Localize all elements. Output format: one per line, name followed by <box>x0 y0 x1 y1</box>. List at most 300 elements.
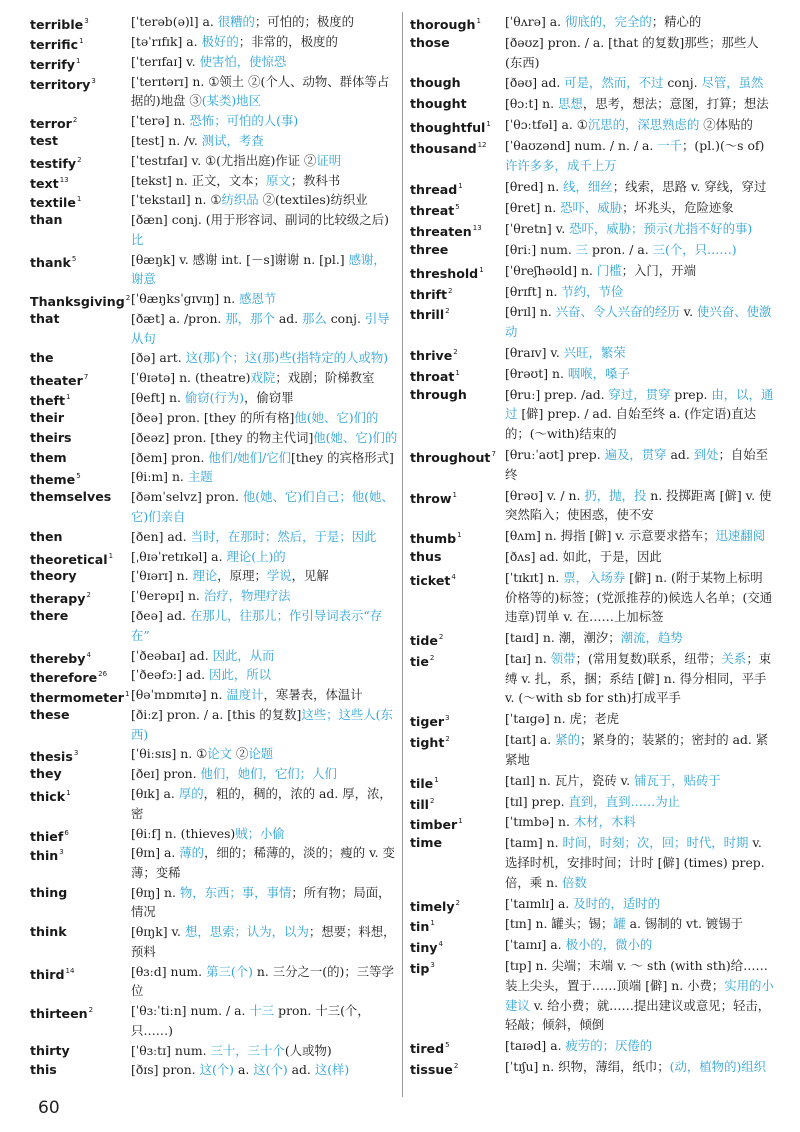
definition-text: [ˈθreʃhəʊld] n. <box>505 262 597 278</box>
dictionary-entry <box>30 824 398 844</box>
headword-text: therefore <box>30 670 98 686</box>
definition-text: [θɪn] a. <box>131 845 180 861</box>
highlighted-meaning: 实用的小建议 <box>505 977 774 1013</box>
highlighted-meaning: 由，以，通过 <box>505 386 774 422</box>
entry-headword <box>30 922 67 942</box>
definition-text: [θriː] num. <box>505 241 576 257</box>
highlighted-meaning: 贼；小偷 <box>235 825 285 841</box>
left-column <box>30 12 398 1080</box>
definition-text: ，思考，想法；意图，打算；想法 <box>582 96 769 112</box>
entry-definition <box>131 566 398 586</box>
entry-definition <box>131 824 398 844</box>
definition-text: [θɜːd] num. <box>131 963 207 979</box>
entry-definition <box>505 445 774 484</box>
entry-headword <box>410 343 458 366</box>
entry-headword <box>30 527 63 547</box>
highlighted-meaning: 沉思的，深思熟虑的 <box>587 117 700 133</box>
dictionary-entry <box>410 649 774 708</box>
definition-text: ；非常的，极度的 <box>238 33 338 49</box>
headword-text: thesis <box>30 749 73 765</box>
headword-text: think <box>30 924 67 940</box>
entry-definition <box>505 364 774 384</box>
dictionary-entry <box>410 1036 774 1056</box>
entry-definition <box>505 914 774 934</box>
frequency-count: 2 <box>445 735 450 744</box>
highlighted-meaning: 紧的 <box>555 732 580 748</box>
headword-text: thrift <box>410 286 448 302</box>
highlighted-meaning: 这些；这些人(东西) <box>131 707 393 742</box>
definition-text: ，粗的，稠的，浓的 ad. 厚，浓，密 <box>131 786 392 821</box>
frequency-count: 2 <box>77 155 82 164</box>
entry-definition <box>131 705 398 744</box>
entry-headword <box>410 33 450 53</box>
entry-headword <box>30 487 111 507</box>
entry-definition <box>131 171 398 191</box>
frequency-count: 2 <box>455 898 460 907</box>
highlighted-meaning: 比 <box>131 231 144 247</box>
headword-text: textile <box>30 195 76 211</box>
highlighted-meaning: 偷窃(行为) <box>184 390 245 406</box>
entry-definition <box>505 198 774 218</box>
headword-text: tired <box>410 1041 445 1057</box>
dictionary-entry <box>30 72 398 111</box>
definition-text: ；(常用复数)联系，纽带； <box>575 650 722 666</box>
entry-headword <box>30 784 71 807</box>
frequency-count: 3 <box>430 961 435 970</box>
entry-headword <box>30 1041 70 1061</box>
headword-text: than <box>30 212 63 228</box>
highlighted-meaning: 他们/她们/它们 <box>208 449 292 465</box>
highlighted-meaning: 遍及，贯穿 <box>604 446 667 462</box>
entry-headword <box>410 547 441 567</box>
definition-text: [ˈθʌrə] a. <box>505 14 565 29</box>
frequency-count: 1 <box>458 817 463 826</box>
headword-text: tiny <box>410 940 438 956</box>
definition-text: ②体贴的 <box>699 117 753 133</box>
definition-text: [ˈθæŋksˈgɪvɪŋ] n. <box>131 291 240 307</box>
definition-text: [ˈθaʊzənd] num. / n. / a. <box>505 138 658 154</box>
definition-text: pron. / a. <box>588 241 653 257</box>
definition-text: [taɪ] n. <box>505 650 551 666</box>
entry-headword <box>410 115 491 138</box>
definition-text: [θret] n. <box>505 199 561 215</box>
headword-text: thumb <box>410 531 457 547</box>
highlighted-meaning: 理论(上)的 <box>226 548 286 564</box>
entry-definition <box>131 1060 398 1080</box>
entry-definition <box>505 302 774 341</box>
dictionary-entry <box>410 730 774 769</box>
definition-text: [θrɪl] n. <box>505 304 556 320</box>
entry-headword <box>410 73 461 93</box>
dictionary-entry <box>30 527 398 547</box>
definition-text: prep. <box>670 386 712 402</box>
definition-text: [ðə] art. <box>131 350 186 366</box>
entry-definition <box>505 894 774 914</box>
entry-definition <box>505 282 774 302</box>
frequency-count: 1 <box>124 690 130 699</box>
headword-text: thereby <box>30 650 86 666</box>
entry-headword <box>410 833 442 853</box>
dictionary-entry <box>30 685 398 705</box>
headword-text: tide <box>410 633 438 649</box>
highlighted-meaning: 彻底的，完全的 <box>565 14 652 29</box>
headword-text: Thanksgiving <box>30 294 125 310</box>
entry-definition <box>131 309 398 348</box>
frequency-count: 2 <box>448 286 453 295</box>
definition-text: [ˈterəb(ə)l] a. <box>131 14 218 29</box>
definition-text: [θɪŋ] n. <box>131 884 180 900</box>
frequency-count: 1 <box>66 393 71 402</box>
frequency-count: 4 <box>451 572 456 581</box>
entry-definition <box>131 586 398 606</box>
definition-text: [ˈθɪətə] n. (theatre) <box>131 370 251 386</box>
frequency-count: 1 <box>457 531 462 540</box>
definition-text: [θæŋk] v. 感谢 int. [－s]谢谢 n. [pl.] <box>131 251 349 267</box>
headword-text: they <box>30 766 62 782</box>
highlighted-meaning: 木材，木料 <box>573 814 636 830</box>
entry-definition <box>131 467 398 487</box>
frequency-count: 1 <box>66 789 71 798</box>
definition-text: v. 选择时机，安排时间；计时 [僻] (times) prep. 倍，乘 n. <box>505 835 765 890</box>
frequency-count: 7 <box>491 449 496 458</box>
entry-headword <box>410 792 434 815</box>
definition-text: [ðæn] conj. (用于形容词、副词的比较级之后) <box>131 212 389 228</box>
definition-text: a. <box>234 1062 254 1078</box>
entry-definition <box>505 343 774 363</box>
entry-definition <box>131 190 398 210</box>
highlighted-meaning: 感恩节 <box>239 291 277 307</box>
highlighted-meaning: 他(她、它)们的 <box>313 429 398 445</box>
entry-definition <box>131 131 398 151</box>
dictionary-entry <box>410 94 774 114</box>
highlighted-meaning: 极小的，微小的 <box>565 937 653 953</box>
definition-text: [tekst] n. 正文，文本； <box>131 172 266 188</box>
highlighted-meaning: 三 <box>575 241 589 257</box>
headword-text: thrive <box>410 347 453 363</box>
frequency-count: 2 <box>72 115 78 124</box>
headword-text: the <box>30 350 54 366</box>
dictionary-entry <box>410 364 774 384</box>
dictionary-entry <box>410 33 774 72</box>
entry-definition <box>505 935 774 955</box>
highlighted-meaning: 倍数 <box>561 874 587 890</box>
entry-definition <box>131 289 398 309</box>
definition-text: [ˈtɪmbə] n. <box>505 814 574 830</box>
highlighted-meaning: 及时的，适时的 <box>573 895 661 911</box>
definition-text: [ˈθretn] v. <box>505 220 570 236</box>
entry-definition <box>131 685 398 705</box>
dictionary-entry <box>410 219 774 239</box>
definition-text: ；束缚 v. 扎，系，捆；系结 [僻] n. 得分相同，平手 v. (～with sb for sth)打成平手 <box>505 650 772 706</box>
dictionary-entry <box>410 568 774 627</box>
entry-definition <box>131 646 398 666</box>
headword-text: thick <box>30 789 66 805</box>
highlighted-meaning: 使兴奋、使激动 <box>505 304 772 340</box>
headword-text: threaten <box>410 223 472 239</box>
definition-text: [ðʌs] ad. 如此，于是，因此 <box>505 548 662 564</box>
frequency-count: 2 <box>86 591 91 600</box>
highlighted-meaning: 使害怕，使惊恐 <box>199 53 287 69</box>
entry-definition <box>505 547 774 567</box>
definition-text: [ˈðeəbaɪ] ad. <box>131 647 213 663</box>
entry-headword <box>410 628 443 651</box>
dictionary-entry <box>410 136 774 175</box>
headword-text: test <box>30 132 59 148</box>
highlighted-meaning: 恐吓，威胁；预示(尤指不好的事) <box>569 220 753 236</box>
definition-text: ，见解 <box>291 568 329 584</box>
frequency-count: 1 <box>458 181 463 190</box>
definition-text: [θrəʊt] n. <box>505 365 568 381</box>
headword-text: tin <box>410 919 430 935</box>
entry-definition <box>131 388 398 408</box>
dictionary-entry <box>30 487 398 526</box>
dictionary-entry <box>30 131 398 151</box>
headword-text: terrible <box>30 17 84 32</box>
definition-text: ；(pl.)(～s of) <box>682 138 765 154</box>
frequency-count: 1 <box>76 195 82 204</box>
definition-text: [ˈtɪʃu] n. 织物，薄绢，纸巾； <box>505 1058 670 1074</box>
frequency-count: 1 <box>76 56 81 65</box>
dictionary-entry <box>30 12 398 32</box>
entry-headword <box>30 408 64 428</box>
entry-definition <box>131 665 398 685</box>
definition-text: [θrəʊ] v. / n. <box>505 487 585 503</box>
headword-text: thermometer <box>30 690 124 706</box>
definition-text: [ðem] pron. <box>131 449 209 465</box>
headword-text: timely <box>410 898 455 914</box>
entry-definition <box>131 547 398 567</box>
dictionary-entry <box>410 956 774 1034</box>
entry-definition <box>131 527 398 547</box>
definition-text: n. 三分之一(的)；三等学位 <box>131 963 394 999</box>
highlighted-meaning: 思想 <box>558 96 583 112</box>
headword-text: therapy <box>30 591 86 607</box>
definition-text: [θrɪft] n. <box>505 283 562 299</box>
definition-text: [ðeəz] pron. [they 的物主代词] <box>131 429 314 445</box>
entry-headword <box>410 568 456 591</box>
entry-definition <box>131 487 398 526</box>
entry-definition <box>131 250 398 289</box>
headword-text: thread <box>410 181 458 197</box>
headword-text: through <box>410 386 467 402</box>
frequency-count: 1 <box>476 17 481 25</box>
entry-definition <box>131 428 398 448</box>
entry-definition <box>131 348 398 368</box>
definition-text: [ˈterə] n. <box>131 112 190 128</box>
entry-definition <box>505 261 774 281</box>
highlighted-meaning: 这(个) <box>253 1062 288 1078</box>
entry-headword <box>410 364 460 387</box>
highlighted-meaning: 尽管，虽然 <box>701 75 764 91</box>
definition-text: conj. <box>326 310 365 326</box>
entry-definition <box>505 709 774 729</box>
dictionary-entry <box>30 586 398 606</box>
dictionary-entry <box>410 282 774 302</box>
entry-headword <box>410 385 467 405</box>
definition-text: [ˈθɔːtfəl] a. ① <box>505 117 588 133</box>
headword-text: third <box>30 966 65 982</box>
headword-text: that <box>30 310 60 326</box>
highlighted-meaning: 主题 <box>187 469 213 485</box>
frequency-count: 1 <box>455 368 460 377</box>
highlighted-meaning: 穿过，贯穿 <box>608 386 671 402</box>
entry-headword <box>410 94 467 114</box>
highlighted-meaning: 因此，所以 <box>209 667 271 683</box>
definition-text: [θɪŋk] v. <box>131 924 185 940</box>
headword-text: thorough <box>410 17 476 32</box>
definition-text: ，细的；稀薄的，淡的；瘦的 v. 变薄；变稀 <box>131 845 395 881</box>
dictionary-entry <box>410 833 774 892</box>
dictionary-entry <box>30 1001 398 1040</box>
highlighted-meaning: 因此，从而 <box>212 647 275 663</box>
dictionary-entry <box>410 1057 774 1077</box>
dictionary-entry <box>30 250 398 289</box>
headword-text: theater <box>30 373 83 389</box>
entry-definition <box>505 177 774 197</box>
entry-headword <box>30 131 58 151</box>
headword-text: thirteen <box>30 1006 88 1022</box>
highlighted-meaning: 引导从句 <box>131 310 390 346</box>
definition-text: v. 给小费；就……提出建议或意见；轻击，轻敲；倾斜，倾倒 <box>505 997 771 1033</box>
definition-text: ② <box>232 746 249 762</box>
frequency-count: 1 <box>434 775 439 784</box>
frequency-count: 3 <box>445 714 450 723</box>
highlighted-meaning: 论文 <box>207 746 233 762</box>
entry-definition <box>131 151 398 171</box>
entry-definition <box>505 12 774 32</box>
entry-definition <box>131 52 398 72</box>
highlighted-meaning: 直到，直到……为止 <box>568 793 681 809</box>
headword-text: time <box>410 835 443 851</box>
entry-headword <box>410 445 496 468</box>
definition-text: ②(textiles)纺织业 <box>258 192 368 208</box>
headword-text: tip <box>410 961 430 977</box>
frequency-count: 1 <box>486 120 491 129</box>
definition-text: pron. 十三(个，只……) <box>131 1003 370 1038</box>
frequency-count: 12 <box>477 141 487 150</box>
dictionary-entry <box>30 606 398 645</box>
dictionary-entry <box>30 784 398 823</box>
headword-text: throw <box>410 490 452 506</box>
definition-text: [θʌm] n. 拇指 [僻] v. 示意要求搭车； <box>505 528 716 544</box>
dictionary-entry <box>410 445 774 484</box>
frequency-count: 13 <box>59 175 69 184</box>
dictionary-entry <box>30 448 398 468</box>
dictionary-entry <box>30 32 398 52</box>
headword-text: those <box>410 34 450 50</box>
definition-text: [θɔːt] n. <box>505 96 559 112</box>
dictionary-entry <box>410 240 774 260</box>
dictionary-entry <box>410 302 774 341</box>
highlighted-meaning: 温度计 <box>226 687 264 703</box>
entry-definition <box>131 1001 398 1040</box>
headword-text: theme <box>30 472 76 488</box>
frequency-count: 2 <box>445 307 450 316</box>
definition-text: ；教科书 <box>290 172 341 188</box>
dictionary-entry <box>30 190 398 210</box>
dictionary-entry <box>410 526 774 546</box>
definition-text: ；自始至终 <box>505 446 769 482</box>
dictionary-entry <box>410 73 774 93</box>
dictionary-entry <box>30 566 398 586</box>
definition-text: [tɪn] n. 罐头；锡； <box>505 916 614 932</box>
highlighted-meaning: 理论 <box>192 568 218 584</box>
entry-headword <box>30 348 54 368</box>
headword-text: ticket <box>410 572 451 588</box>
definition-text: [taɪəd] a. <box>505 1038 566 1054</box>
dictionary-entry <box>30 883 398 922</box>
dictionary-entry <box>410 385 774 444</box>
entry-headword <box>30 448 67 468</box>
definition-text: [ðeə] pron. [they 的所有格] <box>131 409 295 425</box>
headword-text: tissue <box>410 1061 453 1077</box>
entry-headword <box>410 914 435 937</box>
definition-text: ；戏剧；阶梯教室 <box>275 370 375 386</box>
definition-text: [ˈterɪfaɪ] v. <box>131 53 200 69</box>
entry-definition <box>131 784 398 823</box>
headword-text: terrify <box>30 56 75 72</box>
highlighted-meaning: 感谢，谢意 <box>131 251 386 287</box>
headword-text: thrill <box>410 307 445 323</box>
dictionary-entry <box>30 962 398 1001</box>
definition-text: a. 锡制的 vt. 镀锡于 <box>625 916 744 932</box>
highlighted-meaning: 门槛 <box>596 262 622 278</box>
definition-text: [ˈtaɪmlɪ] a. <box>505 895 574 911</box>
headword-text: tight <box>410 735 445 751</box>
entry-definition <box>505 792 774 812</box>
dictionary-entry <box>410 12 774 32</box>
entry-definition <box>131 883 398 922</box>
dictionary-entry <box>30 1060 398 1080</box>
headword-text: terrific <box>30 36 79 52</box>
definition-text: [θruː] prep. /ad. <box>505 386 609 402</box>
headword-text: throughout <box>410 449 491 465</box>
definition-text: [ðen] ad. <box>131 528 191 544</box>
definition-text: [ˌθɪəˈretɪkəl] a. <box>131 548 227 564</box>
highlighted-meaning: 这(那)个；这(那)些(指特定的人或物) <box>185 350 389 366</box>
definition-text: [ˈðeəfɔː] ad. <box>131 667 210 683</box>
dictionary-entry <box>30 744 398 764</box>
headword-text: thousand <box>410 141 477 157</box>
entry-headword <box>410 136 487 159</box>
definition-text: ，寒暑表，体温计 <box>263 687 363 703</box>
entry-headword <box>410 261 484 284</box>
entry-headword <box>30 566 77 586</box>
page-number: 60 <box>38 1098 60 1118</box>
definition-text: [test] n. /v. <box>131 132 202 148</box>
entry-headword <box>410 709 450 732</box>
entry-headword <box>30 843 64 866</box>
definition-text: [tɪl] prep. <box>505 793 569 809</box>
headword-text: throat <box>410 368 455 384</box>
definition-text: [ˈtaɪgə] n. 虎；老虎 <box>505 711 620 727</box>
entry-definition <box>505 812 774 832</box>
highlighted-meaning: 厚的 <box>178 786 204 802</box>
entry-definition <box>505 649 774 708</box>
entry-headword <box>410 935 443 958</box>
definition-text: [僻] prep. / ad. 自始至终 a. (作定语)直达的；(～with)结束的 <box>505 406 757 442</box>
frequency-count: 3 <box>91 76 96 85</box>
definition-text: [ðæt] a. /pron. <box>131 310 226 326</box>
entry-headword <box>410 219 482 242</box>
dictionary-entry <box>410 771 774 791</box>
headword-text: timber <box>410 817 458 833</box>
frequency-count: 5 <box>445 1041 450 1050</box>
entry-definition <box>505 136 774 175</box>
dictionary-entry <box>30 210 398 249</box>
definition-text: ad. <box>274 310 303 326</box>
headword-text: this <box>30 1062 57 1078</box>
